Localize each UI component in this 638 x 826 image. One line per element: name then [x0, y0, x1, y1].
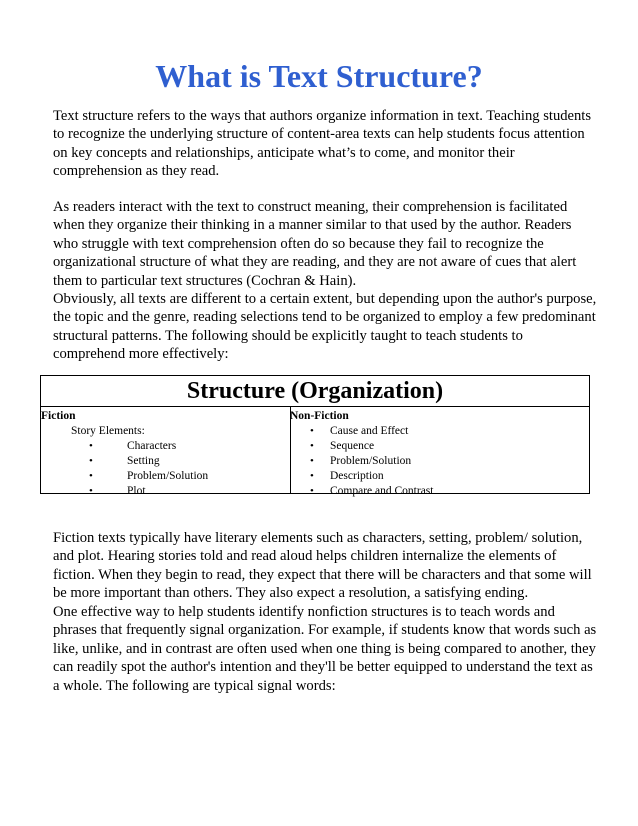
bullet-icon: •	[89, 485, 93, 497]
structure-table	[40, 375, 590, 497]
list-item	[41, 469, 290, 484]
story-elements-label: Story Elements:	[71, 425, 145, 437]
list-item	[290, 424, 589, 439]
list-item	[290, 469, 589, 484]
list-item	[41, 439, 290, 454]
list-item-text: Problem/Solution	[330, 455, 412, 467]
bullet-icon: •	[89, 440, 93, 452]
list-item-text: Problem/Solution	[127, 470, 209, 482]
bullet-icon: •	[310, 455, 314, 467]
list-item-text: Plot	[127, 485, 146, 497]
paragraph-comprehension: As readers interact with the text to construct meaning, their comprehension is facilitated when they organize their thinking in a manner similar to that used by the author. Readers who struggle with text comprehension often do so because they fail to recognize the organizational structure of what they are reading, and they are not aware of cues that alert them to particular text structures (Cochran & Hain).	[53, 199, 577, 289]
list-item-text: Description	[330, 470, 384, 482]
bullet-icon: •	[310, 470, 314, 482]
fiction-column	[41, 407, 291, 497]
bullet-icon: •	[89, 455, 93, 467]
list-item	[290, 439, 589, 454]
bullet-icon: •	[310, 440, 314, 452]
paragraph-signal-words: One effective way to help students identify nonfiction structures is to teach words and phrases that frequently signal organization. For example, if students know that words such as like, unlike, and in contrast are often used when one thing is being compared to another, they can readily spot the author's intention and they'll be better equipped to understand the text as a whole. The following are typical signal words:	[53, 604, 597, 694]
paragraph-definition: Text structure refers to the ways that authors organize information in text. Teaching students to recognize the underlying structure of content-area texts can help students focus attention on key concepts and relationships, anticipate what’s to come, and monitor their comprehension as they read.	[53, 108, 592, 180]
list-item-text: Compare and Contrast	[330, 485, 434, 497]
page-title: What is Text Structure?	[155, 58, 483, 94]
list-item-text: Cause and Effect	[330, 425, 409, 437]
nonfiction-column	[290, 407, 589, 497]
list-item-text: Sequence	[330, 440, 375, 452]
list-item	[290, 454, 589, 469]
structure-table-heading: Structure (Organization)	[41, 376, 589, 407]
nonfiction-list	[290, 424, 589, 499]
bullet-icon: •	[310, 425, 314, 437]
fiction-column-label: Fiction	[41, 410, 76, 422]
bullet-icon: •	[89, 470, 93, 482]
list-item-text: Characters	[127, 440, 177, 452]
list-item-text: Setting	[127, 455, 160, 467]
paragraph-patterns: Obviously, all texts are different to a certain extent, but depending upon the author's purpose, the topic and the genre, reading selections tend to be organized to employ a few predominant structural patterns. The following should be explicitly taught to teach students to comprehend more effectively:	[53, 291, 597, 363]
list-item	[290, 484, 589, 499]
paragraph-fiction: Fiction texts typically have literary elements such as characters, setting, problem/ solution, and plot. Hearing stories told and read aloud helps children internalize the elements of fiction. When they begin to read, they expect that there will be characters and that some will be more important than others. They also expect a resolution, a satisfying ending.	[53, 530, 592, 602]
fiction-list	[41, 439, 290, 499]
list-item	[41, 454, 290, 469]
bullet-icon: •	[310, 485, 314, 497]
list-item	[41, 484, 290, 499]
nonfiction-column-label: Non-Fiction	[290, 410, 349, 422]
